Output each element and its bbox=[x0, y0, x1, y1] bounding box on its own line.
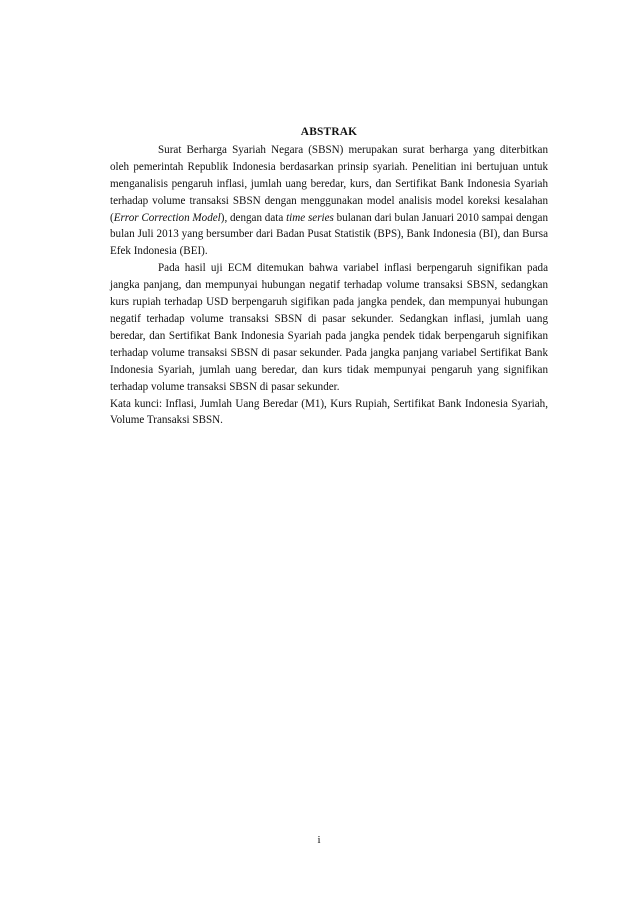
paragraph-1-text-a: Surat Berharga Syariah Negara (SBSN) merupakan surat berharga yang diterbitkan oleh pemerintah Republik Indonesia berdasarkan prinsip syariah. Penelitian ini bertujuan untuk menganalisis pengaruh inflasi, jumlah uang beredar, kurs, dan Sertifikat Bank Indonesia Syariah terhadap volume transaksi SBSN dengan menggunakan model analisis model koreksi kesalahan ( bbox=[110, 143, 548, 224]
abstract-title: ABSTRAK bbox=[300, 126, 358, 138]
abstract-paragraph-1 bbox=[110, 142, 548, 260]
abstract-section bbox=[110, 124, 548, 429]
abstract-paragraph-2: Pada hasil uji ECM ditemukan bahwa variabel inflasi berpengaruh signifikan pada jangka panjang, dan mempunyai hubungan negatif terhadap volume transaksi SBSN, sedangkan kurs rupiah terhadap USD berpengaruh sigifikan pada jangka pendek, dan mempunyai hubungan negatif terhadap volume transaksi SBSN di pasar sekunder. Sedangkan inflasi, jumlah uang beredar, dan Sertifikat Bank Indonesia Syariah pada jangka pendek tidak berpengaruh signifikan terhadap volume transaksi SBSN di pasar sekunder. Pada jangka panjang variabel Sertifikat Bank Indonesia Syariah, jumlah uang beredar, dan kurs tidak mempunyai pengaruh yang signifikan terhadap volume transaksi SBSN di pasar sekunder. bbox=[110, 262, 548, 393]
paragraph-1-text-b: ), dengan data bbox=[220, 211, 287, 224]
paragraph-1-italic-term-1: Error Correction Model bbox=[113, 211, 221, 224]
paragraph-1-text-c: bulanan dari bulan Januari 2010 sampai dengan bulan Juli 2013 yang bersumber dari Badan Pusat Statistik (BPS), Bank Indonesia (BI), dan Bursa Efek Indonesia (BEI). bbox=[110, 211, 548, 258]
page-number: i bbox=[317, 834, 321, 846]
paragraph-1-italic-term-2: time series bbox=[286, 211, 334, 224]
keywords-line: Kata kunci: Inflasi, Jumlah Uang Beredar (M1), Kurs Rupiah, Sertifikat Bank Indonesia Syariah, Volume Transaksi SBSN. bbox=[110, 397, 548, 427]
